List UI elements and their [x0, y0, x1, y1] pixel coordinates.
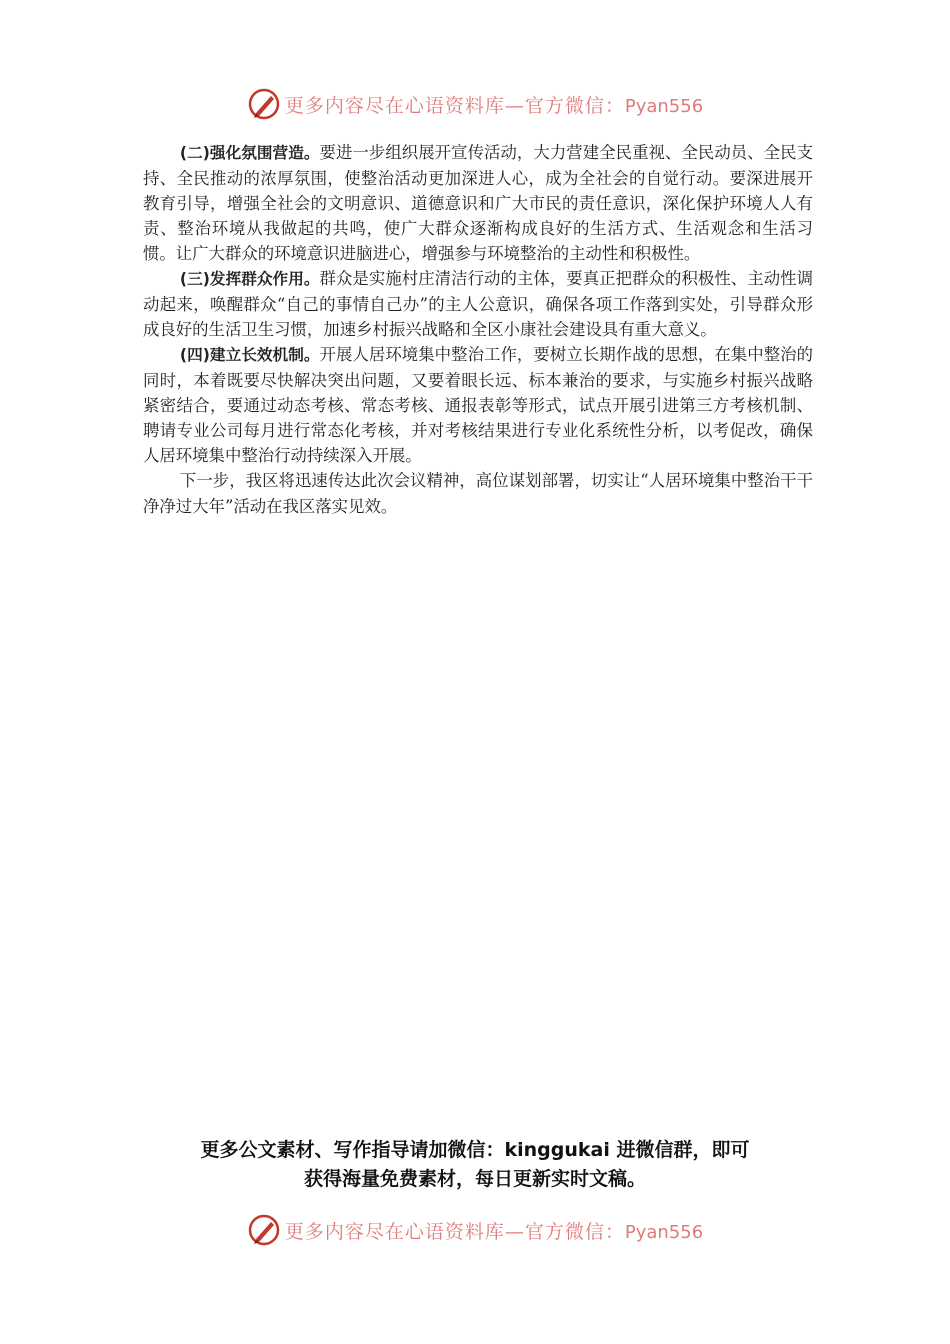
- header-brand-text: [285, 91, 703, 118]
- paragraph-next-step: [143, 468, 813, 519]
- footer-brand-id: Pyan556: [624, 1221, 704, 1243]
- footer-brand-label: 更多内容尽在心语资料库—官方微信：: [284, 1220, 625, 1243]
- paragraph-text: 群众是实施村庄清洁行动的主体，要真正把群众的积极性、主动性调动起来，唤醒群众“自己的事情自己办”的主人公意识，确保各项工作落到实处，引导群众形成良好的生活卫生习惯，加速乡村振兴战略和全区小康社会建设具有重大意义。: [143, 269, 813, 339]
- paragraph-heading: (三)发挥群众作用。: [179, 270, 320, 288]
- promo-line-2: 获得海量免费素材，每日更新实时文稿。: [303, 1168, 646, 1190]
- paragraph-4: [143, 342, 813, 468]
- footer-brand-text: [285, 1217, 703, 1244]
- pen-logo-icon: [247, 1213, 281, 1247]
- promo-notice: [120, 1136, 830, 1194]
- footer-brand-banner: [0, 1210, 950, 1250]
- header-brand-banner: [0, 84, 950, 124]
- promo-line-1: 更多公文素材、写作指导请加微信：kinggukai 进微信群，即可: [200, 1139, 750, 1161]
- header-brand-id: Pyan556: [624, 95, 704, 117]
- paragraph-2: [143, 140, 813, 266]
- paragraph-text: 要进一步组织展开宣传活动，大力营建全民重视、全民动员、全民支持、全民推动的浓厚氛围，使整治活动更加深进人心，成为全社会的自觉行动。要深进展开教育引导，增强全社会的文明意识、道德意识和广大市民的责任意识，深化保护环境人人有责、整治环境从我做起的共鸣，使广大群众逐渐构成良好的生活方式、生活观念和生活习惯。让广大群众的环境意识进脑进心，增强参与环境整治的主动性和积极性。: [143, 143, 813, 263]
- paragraph-text: 开展人居环境集中整治工作，要树立长期作战的思想，在集中整治的同时，本着既要尽快解决突出问题，又要着眼长远、标本兼治的要求，与实施乡村振兴战略紧密结合，要通过动态考核、常态考核、通报表彰等形式，试点开展引进第三方考核机制、聘请专业公司每月进行常态化考核，并对考核结果进行专业化系统性分析，以考促改，确保人居环境集中整治行动持续深入开展。: [143, 345, 813, 465]
- paragraph-heading: (二)强化氛围营造。: [179, 144, 320, 162]
- document-body: [143, 140, 813, 519]
- paragraph-heading: (四)建立长效机制。: [179, 346, 320, 364]
- paragraph-text: 下一步，我区将迅速传达此次会议精神，高位谋划部署，切实让“人居环境集中整治干干净净过大年”活动在我区落实见效。: [143, 471, 813, 516]
- header-brand-label: 更多内容尽在心语资料库—官方微信：: [284, 94, 625, 117]
- paragraph-3: [143, 266, 813, 342]
- pen-logo-icon: [247, 87, 281, 121]
